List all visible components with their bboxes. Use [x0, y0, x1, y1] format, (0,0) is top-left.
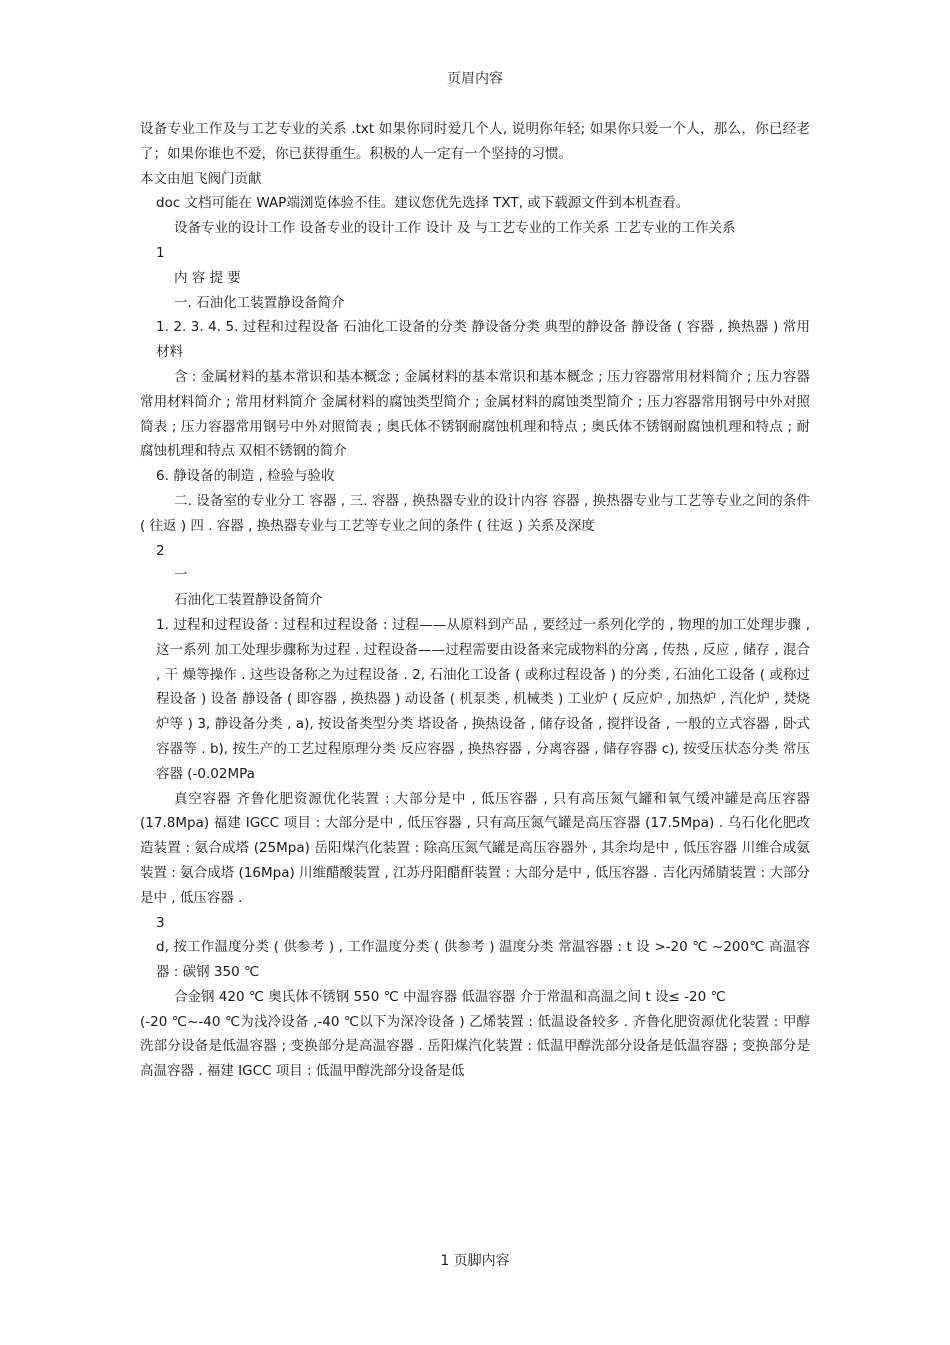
page-header: 页眉内容	[447, 71, 503, 87]
section-number: 2	[156, 542, 165, 559]
paragraph: 真空容器 齐鲁化肥资源优化装置 : 大部分是中 , 低压容器 , 只有高压氮气罐和氧气缓冲罐是高压容器 (17.8Mpa) 福建 IGCC 项目 : 大部分是中 , 低压容器 , 只有高压氮气罐是高压容器 (17.5Mpa) . 乌石化化肥改造装置 : 氨合成塔 (25Mpa) 岳阳煤汽化装置 : 除高压氮气罐是高压容器外 , 其余均是中 , 低压容器 川维合成氨装置 : 氨合成塔 (16Mpa) 川维醋酸装置 , 江苏丹阳醋酐装置 : 大部分是中 , 低压容器 . 吉化丙烯腈装置 : 大部分是中 , 低压容器 .	[140, 790, 810, 906]
section-heading: 石油化工装置静设备简介	[174, 592, 323, 609]
page-footer: 1 页脚内容	[440, 1253, 510, 1269]
section-heading: 一	[174, 567, 188, 584]
paragraph: 1. 过程和过程设备 : 过程和过程设备 : 过程——从原料到产品 , 要经过一系列化学的 , 物理的加工处理步骤 , 这一系列 加工处理步骤称为过程 . 过程设备——过程需要由设备来完成物料的分离 , 传热 , 反应 , 储存 , 混合 , 干 燥等操作 . 这些设备称之为过程设备 . 2, 石油化工设备 ( 或称过程设备 ) 的分类 , 石油化工设备 ( 或称过程设备 ) 设备 静设备 ( 即容器 , 换热器 ) 动设备 ( 机泵类 , 机械类 ) 工业炉 ( 反应炉 , 加热炉 , 汽化炉 , 焚烧炉等 ) 3, 静设备分类 , a), 按设备类型分类 塔设备 , 换热设备 , 储存设备 , 搅拌设备 , 一般的立式容器 , 卧式容器等 . b), 按生产的工艺过程原理分类 反应容器 , 换热容器 , 分离容器 , 储存容器 c), 按受压状态分类 常压容器 (-0.02MPa	[156, 616, 810, 782]
paragraph: 设备专业的设计工作 设备专业的设计工作 设计 及 与工艺专业的工作关系 工艺专业的工作关系	[174, 220, 736, 237]
paragraph: 合金钢 420 ℃ 奥氏体不锈钢 550 ℃ 中温容器 低温容器 介于常温和高温之间 t 设≤ -20 ℃	[174, 988, 726, 1005]
paragraph: 二. 设备室的专业分工 容器 , 三. 容器 , 换热器专业的设计内容 容器 , 换热器专业与工艺等专业之间的条件 ( 往返 ) 四 . 容器 , 换热器专业与工艺等专业之间的条件 ( 往返 ) 关系及深度	[140, 492, 810, 534]
paragraph: 本文由旭飞阀门贡献	[140, 170, 262, 187]
paragraph: d, 按工作温度分类 ( 供参考 ) , 工作温度分类 ( 供参考 ) 温度分类 常温容器 : t 设 >-20 ℃ ~200℃ 高温容器 : 碳钢 350 ℃	[156, 939, 810, 981]
section-number: 1	[156, 244, 165, 261]
paragraph: 设备专业工作及与工艺专业的关系 .txt 如果你同时爱几个人, 说明你年轻; 如果你只爱一个人，那么，你已经老了；如果你谁也不爱，你已获得重生。积极的人一定有一个坚持的习惯。	[140, 121, 810, 162]
section-heading: 内 容 提 要	[174, 269, 241, 286]
paragraph: (-20 ℃~-40 ℃为浅冷设备 ,-40 ℃以下为深冷设备 ) 乙烯装置 : 低温设备较多 . 齐鲁化肥资源优化装置 : 甲醇洗部分设备是低温容器 ; 变换部分是高温容器 . 岳阳煤汽化装置 : 低温甲醇洗部分设备是低温容器 ; 变换部分是高温容器 . 福建 IGCC 项目 : 低温甲醇洗部分设备是低	[140, 1013, 810, 1080]
paragraph: doc 文档可能在 WAP端浏览体验不佳。建议您优先选择 TXT, 或下载源文件到本机查看。	[156, 195, 690, 212]
paragraph: 一. 石油化工装置静设备简介	[174, 294, 345, 311]
document-body	[140, 117, 810, 1084]
paragraph: 含 : 金属材料的基本常识和基本概念 ; 金属材料的基本常识和基本概念 ; 压力容器常用材料简介 ; 压力容器常用材料简介 ; 常用材料简介 金属材料的腐蚀类型简介 ; 金属材料的腐蚀类型简介 ; 压力容器常用钢号中外对照简表 ; 压力容器常用钢号中外对照简表 ; 奥氏体不锈钢耐腐蚀机理和特点 ; 奥氏体不锈钢耐腐蚀机理和特点 ; 耐腐蚀机理和特点 双相不锈钢的简介	[140, 368, 810, 460]
section-number: 3	[156, 914, 165, 931]
paragraph: 6. 静设备的制造 , 检验与验收	[156, 468, 335, 485]
paragraph: 1. 2. 3. 4. 5. 过程和过程设备 石油化工设备的分类 静设备分类 典型的静设备 静设备 ( 容器 , 换热器 ) 常用材料	[156, 319, 810, 361]
